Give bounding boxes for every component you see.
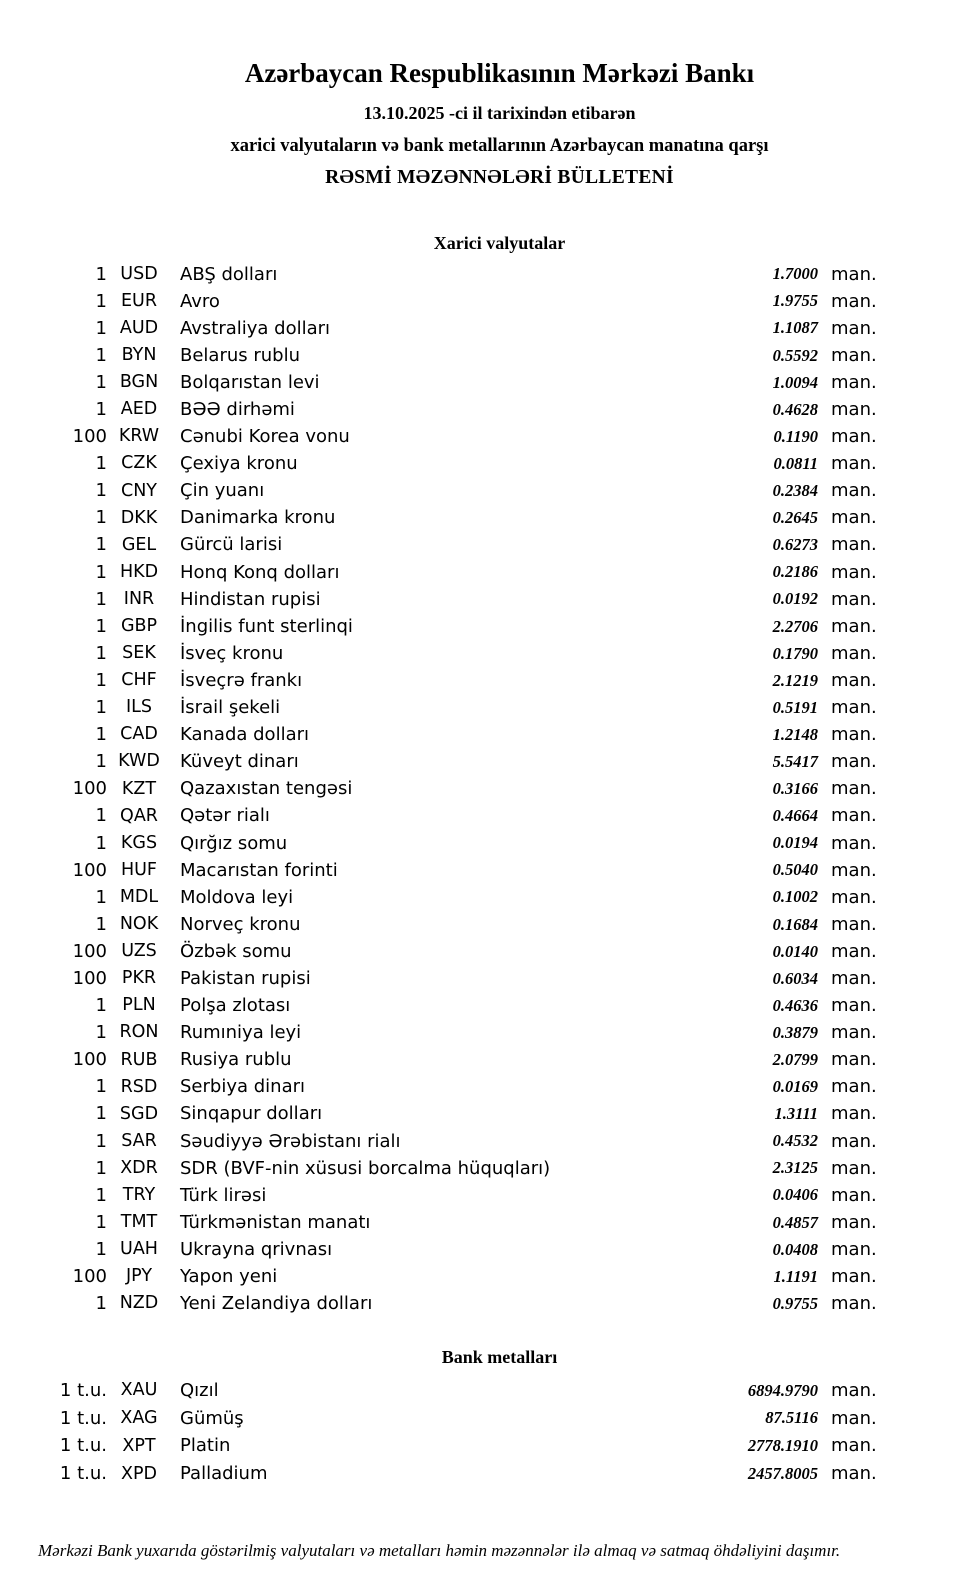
rate-row — [0, 965, 959, 992]
rate-row — [0, 1291, 959, 1318]
rate-row — [0, 695, 959, 722]
rate-row — [0, 993, 959, 1020]
rate-value: 0.0406 — [772, 1185, 818, 1205]
quantity: 1 t.u. — [59, 1407, 107, 1429]
rate-value: 0.0192 — [772, 589, 818, 609]
rate-value: 0.4628 — [772, 399, 818, 419]
rate-value: 0.5592 — [772, 345, 818, 365]
quantity: 1 — [95, 995, 107, 1017]
rate-value: 6894.9790 — [747, 1380, 818, 1400]
quantity: 1 — [95, 1130, 107, 1152]
currency-code: TMT — [120, 1212, 158, 1233]
quantity: 1 — [95, 805, 107, 827]
rate-unit: man. — [831, 534, 877, 556]
rate-row — [0, 911, 959, 938]
rate-value: 0.9755 — [772, 1293, 818, 1313]
rate-value: 0.6034 — [772, 968, 818, 988]
rate-value: 0.2645 — [772, 508, 818, 528]
currency-code: XPD — [120, 1463, 158, 1484]
currency-name: Yeni Zelandiya dolları — [180, 1293, 373, 1315]
rate-unit: man. — [831, 615, 877, 637]
currency-code: TRY — [122, 1184, 156, 1205]
quantity: 1 — [95, 317, 107, 339]
currencies-section-title: Xarici valyutalar — [433, 233, 566, 253]
currency-name: Səudiyyə Ərəbistanı rialı — [180, 1130, 401, 1152]
currency-name: Sinqapur dolları — [180, 1103, 323, 1125]
rate-row — [0, 559, 959, 586]
currency-code: RUB — [120, 1049, 158, 1070]
currency-code: USD — [120, 263, 158, 284]
rate-unit: man. — [831, 480, 877, 502]
rate-unit: man. — [831, 1463, 877, 1485]
rate-row — [0, 613, 959, 640]
currency-name: Kanada dolları — [180, 724, 310, 746]
rate-value: 0.0169 — [772, 1077, 818, 1097]
rate-row — [0, 640, 959, 667]
metals-table — [0, 1377, 959, 1488]
rate-value: 0.4636 — [772, 995, 818, 1015]
currency-name: Serbiya dinarı — [180, 1076, 305, 1098]
currency-name: İsveçrə frankı — [180, 669, 303, 691]
rate-unit: man. — [831, 317, 877, 339]
quantity: 1 — [95, 344, 107, 366]
quantity: 1 — [95, 507, 107, 529]
currency-code: CHF — [121, 670, 157, 691]
rate-row — [0, 505, 959, 532]
quantity: 1 t.u. — [59, 1379, 107, 1401]
rate-row — [0, 451, 959, 478]
currencies-table — [0, 261, 959, 1318]
quantity: 1 — [95, 913, 107, 935]
rate-value: 1.2148 — [772, 724, 818, 744]
rate-unit: man. — [831, 507, 877, 529]
currency-code: MDL — [119, 886, 159, 907]
rate-unit: man. — [831, 967, 877, 989]
currency-name: İsveç kronu — [180, 642, 284, 664]
rate-unit: man. — [831, 805, 877, 827]
rate-unit: man. — [831, 1211, 877, 1233]
rate-unit: man. — [831, 1293, 877, 1315]
currency-code: NOK — [119, 914, 159, 935]
quantity: 1 — [95, 453, 107, 475]
currency-name: Hindistan rupisi — [180, 588, 321, 610]
rate-row — [0, 1128, 959, 1155]
currency-name: Norveç kronu — [180, 913, 301, 935]
rate-row — [0, 938, 959, 965]
metals-section-title: Bank metalları — [441, 1347, 558, 1367]
rate-unit: man. — [831, 371, 877, 393]
currency-code: SAR — [121, 1130, 157, 1151]
rate-unit: man. — [831, 1049, 877, 1071]
currency-name: Honq Konq dolları — [180, 561, 340, 583]
currency-code: RSD — [120, 1076, 158, 1097]
rate-unit: man. — [831, 1266, 877, 1288]
rate-value: 0.1002 — [772, 887, 818, 907]
rate-value: 0.4664 — [772, 806, 818, 826]
currency-code: KZT — [121, 778, 157, 799]
rate-row — [0, 1377, 959, 1405]
currency-code: XDR — [120, 1157, 158, 1178]
rate-row — [0, 396, 959, 423]
currency-name: Bolqarıstan levi — [180, 371, 320, 393]
rate-row — [0, 342, 959, 369]
quantity: 1 — [95, 561, 107, 583]
currency-code: PKR — [121, 968, 157, 989]
rate-row — [0, 803, 959, 830]
rate-row — [0, 1433, 959, 1461]
rate-row — [0, 884, 959, 911]
quantity: 1 — [95, 588, 107, 610]
rate-value: 0.2384 — [772, 481, 818, 501]
rate-row — [0, 722, 959, 749]
rate-unit: man. — [831, 859, 877, 881]
rate-value: 87.5116 — [765, 1408, 818, 1428]
quantity: 1 — [95, 1211, 107, 1233]
currency-name: Platin — [180, 1435, 231, 1457]
currency-code: ILS — [125, 697, 153, 718]
quantity: 1 — [95, 263, 107, 285]
rate-row — [0, 776, 959, 803]
effective-date-line: 13.10.2025 -ci il tarixindən etibarən — [363, 103, 636, 123]
currency-name: Ukrayna qrivnası — [180, 1238, 333, 1260]
rate-value: 1.9755 — [772, 291, 818, 311]
currency-name: Cənubi Korea vonu — [180, 426, 350, 448]
currency-code: GEL — [121, 534, 157, 555]
currency-code: INR — [123, 588, 155, 609]
currency-name: SDR (BVF-nin xüsusi borcalma hüquqları) — [180, 1157, 551, 1179]
rate-value: 0.4857 — [772, 1212, 818, 1232]
rate-unit: man. — [831, 1435, 877, 1457]
rate-unit: man. — [831, 588, 877, 610]
rate-unit: man. — [831, 426, 877, 448]
rate-value: 1.0094 — [772, 372, 818, 392]
currency-name: Türk lirəsi — [180, 1184, 267, 1206]
rate-unit: man. — [831, 561, 877, 583]
rate-unit: man. — [831, 751, 877, 773]
quantity: 100 — [72, 778, 107, 800]
rate-row — [0, 586, 959, 613]
quantity: 1 — [95, 1103, 107, 1125]
currency-code: KRW — [118, 426, 160, 447]
currency-name: Gürcü larisi — [180, 534, 283, 556]
currency-code: XAU — [120, 1380, 158, 1401]
currency-code: UAH — [120, 1239, 158, 1260]
currency-name: Çin yuanı — [180, 480, 265, 502]
currency-name: Türkmənistan manatı — [180, 1211, 371, 1233]
rate-row — [0, 1236, 959, 1263]
rate-row — [0, 532, 959, 559]
rate-row — [0, 1209, 959, 1236]
rate-value: 0.1790 — [772, 643, 818, 663]
quantity: 1 — [95, 1184, 107, 1206]
currency-code: CZK — [121, 453, 157, 474]
rate-unit: man. — [831, 1157, 877, 1179]
quantity: 1 t.u. — [59, 1463, 107, 1485]
rate-row — [0, 1020, 959, 1047]
rate-row — [0, 1405, 959, 1433]
currency-name: Gümüş — [180, 1407, 244, 1429]
quantity: 1 — [95, 1076, 107, 1098]
quantity: 1 — [95, 290, 107, 312]
rate-value: 0.1684 — [772, 914, 818, 934]
rate-value: 0.5040 — [772, 860, 818, 880]
quantity: 100 — [72, 1266, 107, 1288]
bulletin-title: RƏSMİ MƏZƏNNƏLƏRİ BÜLLETENİ — [325, 167, 674, 188]
rate-unit: man. — [831, 344, 877, 366]
rate-value: 0.0811 — [773, 453, 818, 473]
rate-unit: man. — [831, 263, 877, 285]
currency-name: ABŞ dolları — [180, 263, 278, 285]
rate-row — [0, 749, 959, 776]
currency-code: BYN — [121, 345, 157, 366]
quantity: 1 — [95, 724, 107, 746]
bank-title: Azərbaycan Respublikasının Mərkəzi Bankı — [244, 58, 755, 88]
currency-code: AUD — [119, 317, 159, 338]
quantity: 1 — [95, 371, 107, 393]
rate-value: 0.3879 — [772, 1022, 818, 1042]
currency-code: CAD — [120, 724, 158, 745]
quantity: 100 — [72, 967, 107, 989]
rate-unit: man. — [831, 1407, 877, 1429]
rate-unit: man. — [831, 642, 877, 664]
currency-name: Rusiya rublu — [180, 1049, 292, 1071]
rate-row — [0, 315, 959, 342]
rate-value: 1.1191 — [773, 1266, 818, 1286]
quantity: 1 — [95, 1293, 107, 1315]
rate-row — [0, 288, 959, 315]
currency-name: İngilis funt sterlinqi — [180, 615, 353, 637]
rate-row — [0, 478, 959, 505]
quantity: 100 — [72, 940, 107, 962]
rate-unit: man. — [831, 1184, 877, 1206]
rate-value: 1.1087 — [772, 318, 818, 338]
currency-name: Çexiya kronu — [180, 453, 298, 475]
currency-name: Rumıniya leyi — [180, 1022, 302, 1044]
quantity: 1 — [95, 697, 107, 719]
rate-value: 2.0799 — [772, 1050, 818, 1070]
rate-value: 0.5191 — [772, 697, 818, 717]
rate-row — [0, 1101, 959, 1128]
currency-name: Belarus rublu — [180, 344, 301, 366]
currency-name: BƏƏ dirhəmi — [180, 399, 295, 421]
rate-row — [0, 1263, 959, 1290]
quantity: 1 — [95, 480, 107, 502]
currency-name: Qazaxıstan tengəsi — [180, 778, 353, 800]
rate-value: 0.3166 — [772, 779, 818, 799]
rate-unit: man. — [831, 669, 877, 691]
currency-code: CNY — [121, 480, 157, 501]
currency-code: SEK — [122, 643, 156, 664]
rate-value: 0.0140 — [772, 941, 818, 961]
currency-name: Polşa zlotası — [180, 995, 291, 1017]
rate-value: 0.1190 — [773, 426, 818, 446]
rate-value: 1.3111 — [774, 1104, 818, 1124]
rate-unit: man. — [831, 1379, 877, 1401]
subtitle-line: xarici valyutaların və bank metallarının Azərbaycan manatına qarşı — [230, 136, 769, 156]
currency-name: Özbək somu — [180, 940, 292, 962]
rate-unit: man. — [831, 399, 877, 421]
currency-code: HKD — [119, 561, 159, 582]
rate-value: 2.1219 — [772, 670, 818, 690]
quantity: 1 — [95, 642, 107, 664]
quantity: 1 — [95, 886, 107, 908]
rate-row — [0, 1460, 959, 1488]
rate-value: 2.2706 — [772, 616, 818, 636]
disclaimer-text: Mərkəzi Bank yuxarıda göstərilmiş valyutaları və metalları həmin məzənnələr ilə almaq və satmaq öhdəliyini daşımır. — [38, 1541, 841, 1560]
quantity: 1 — [95, 832, 107, 854]
quantity: 1 — [95, 615, 107, 637]
rate-unit: man. — [831, 913, 877, 935]
currency-name: Moldova leyi — [180, 886, 294, 908]
rate-unit: man. — [831, 697, 877, 719]
currency-code: XPT — [122, 1435, 156, 1456]
rate-unit: man. — [831, 1022, 877, 1044]
currency-code: GBP — [120, 616, 158, 637]
rate-row — [0, 369, 959, 396]
rate-row — [0, 261, 959, 288]
currency-name: Pakistan rupisi — [180, 967, 311, 989]
rate-unit: man. — [831, 453, 877, 475]
rate-value: 0.6273 — [772, 535, 818, 555]
rate-value: 2.3125 — [772, 1158, 818, 1178]
rate-value: 0.0408 — [772, 1239, 818, 1259]
quantity: 1 — [95, 1238, 107, 1260]
rate-row — [0, 1047, 959, 1074]
rate-value: 5.5417 — [772, 751, 818, 771]
rate-unit: man. — [831, 886, 877, 908]
quantity: 100 — [72, 426, 107, 448]
rate-unit: man. — [831, 832, 877, 854]
quantity: 100 — [72, 1049, 107, 1071]
quantity: 1 — [95, 669, 107, 691]
currency-code: AED — [120, 399, 158, 420]
rate-unit: man. — [831, 1238, 877, 1260]
rate-row — [0, 1074, 959, 1101]
currency-name: Macarıstan forinti — [180, 859, 338, 881]
rate-row — [0, 1182, 959, 1209]
rate-unit: man. — [831, 940, 877, 962]
currency-code: NZD — [119, 1293, 159, 1314]
rate-row — [0, 424, 959, 451]
rate-row — [0, 1155, 959, 1182]
currency-code: BGN — [119, 372, 159, 393]
currency-name: Yapon yeni — [180, 1266, 278, 1288]
quantity: 100 — [72, 859, 107, 881]
rate-unit: man. — [831, 1130, 877, 1152]
currency-code: XAG — [120, 1407, 158, 1428]
currency-code: EUR — [120, 290, 158, 311]
currency-code: KWD — [118, 751, 160, 772]
rate-value: 0.2186 — [772, 562, 818, 582]
rate-row — [0, 857, 959, 884]
rate-unit: man. — [831, 724, 877, 746]
rate-unit: man. — [831, 995, 877, 1017]
rate-value: 0.4532 — [772, 1131, 818, 1151]
currency-code: HUF — [120, 859, 158, 880]
quantity: 1 — [95, 751, 107, 773]
rate-unit: man. — [831, 1103, 877, 1125]
rate-row — [0, 667, 959, 694]
quantity: 1 t.u. — [59, 1435, 107, 1457]
currency-name: Qırğız somu — [180, 832, 288, 854]
rate-unit: man. — [831, 1076, 877, 1098]
currency-code: KGS — [120, 832, 158, 853]
currency-code: JPY — [125, 1266, 153, 1287]
quantity: 1 — [95, 534, 107, 556]
currency-name: Qızıl — [180, 1379, 219, 1401]
currency-code: UZS — [121, 941, 157, 962]
quantity: 1 — [95, 1157, 107, 1179]
currency-name: Avstraliya dolları — [180, 317, 331, 339]
currency-name: Qətər rialı — [180, 805, 270, 827]
currency-code: PLN — [122, 995, 156, 1016]
rate-value: 2457.8005 — [747, 1464, 818, 1484]
rate-unit: man. — [831, 290, 877, 312]
quantity: 1 — [95, 1022, 107, 1044]
currency-code: DKK — [120, 507, 158, 528]
currency-code: QAR — [120, 805, 158, 826]
currency-name: Avro — [180, 290, 220, 312]
currency-name: Danimarka kronu — [180, 507, 336, 529]
rate-value: 1.7000 — [772, 264, 818, 284]
currency-code: RON — [119, 1022, 159, 1043]
rate-value: 2778.1910 — [747, 1436, 818, 1456]
quantity: 1 — [95, 399, 107, 421]
rate-unit: man. — [831, 778, 877, 800]
rate-value: 0.0194 — [772, 833, 818, 853]
currency-code: SGD — [119, 1103, 159, 1124]
currency-name: Palladium — [180, 1463, 268, 1485]
currency-name: İsrail şekeli — [180, 697, 281, 719]
currency-name: Küveyt dinarı — [180, 751, 299, 773]
rate-row — [0, 830, 959, 857]
